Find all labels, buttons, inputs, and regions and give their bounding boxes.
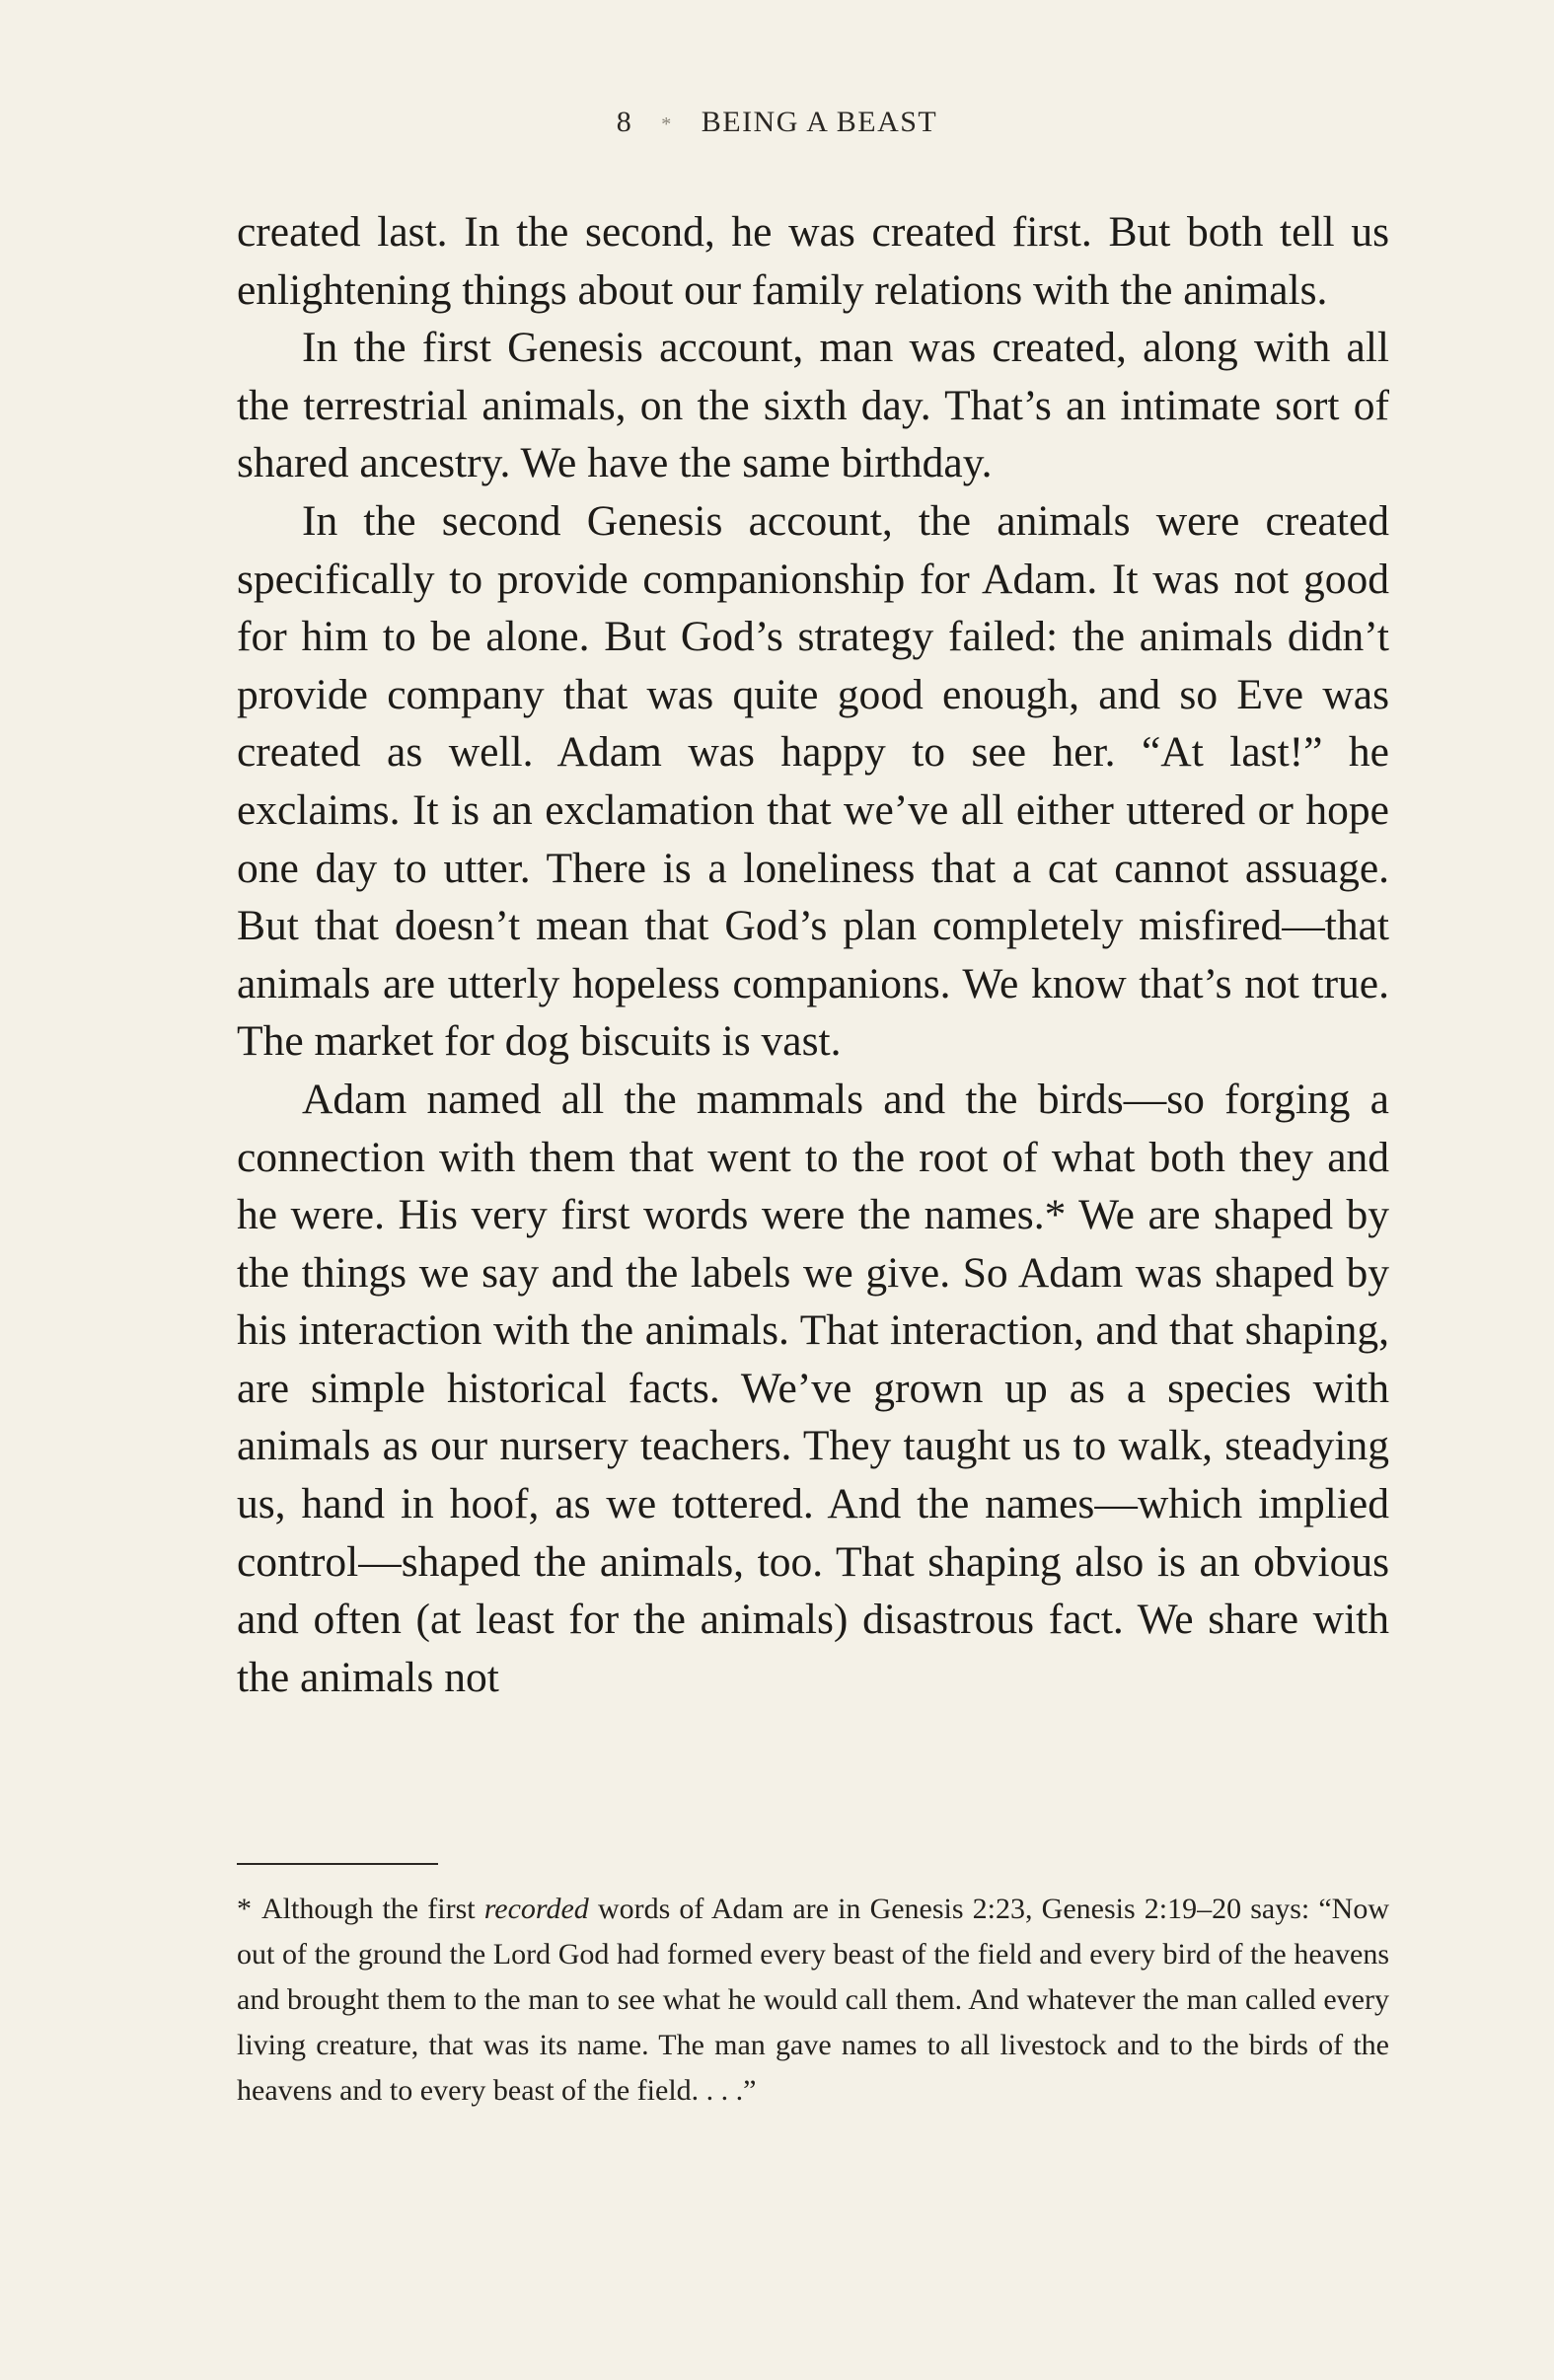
paragraph-continued: created last. In the second, he was created first. But both tell us enlightening things about our family relations with the animals. — [237, 208, 1389, 314]
running-title: BEING A BEAST — [701, 106, 938, 138]
footnote-rule — [237, 1863, 438, 1865]
body-text — [237, 203, 1389, 1706]
paragraph-first-genesis: In the first Genesis account, man was created, along with all the terrestrial animals, on the sixth day. That’s an intimate sort of shared ancestry. We have the same birthday. — [237, 324, 1389, 487]
footnote-marker: * — [237, 1893, 252, 1925]
running-head — [0, 103, 1554, 144]
paragraph-adam-named: Adam named all the mammals and the birds—so forging a connection with them that went to the root of what both they and he were. His very first words were the names.* We are shaped by the things we say and the labels we give. So Adam was shaped by his interaction with the animals. That interaction, and that shaping, are simple historical facts. We’ve grown up as a species with animals as our nursery teachers. They taught us to walk, steadying us, hand in hoof, as we tottered. And the names—which implied control—shaped the animals, too. That shaping also is an obvious and often (at least for the animals) disastrous fact. We share with the animals not — [237, 1075, 1389, 1701]
footnote — [237, 1887, 1389, 2114]
footnote-text: words of Adam are in Genesis 2:23, Genesis 2:19–20 says: “Now out of the ground the Lord God had formed every beast of the field and every bird of the heavens and brought them to the man to see what he would call them. And whatever the man called every living creature, that was its name. The man gave names to all livestock and to the birds of the heavens and to every beast of the field. . . .” — [237, 1893, 1390, 2107]
ornament-separator: * — [661, 113, 673, 136]
page-number: 8 — [616, 106, 633, 138]
footnote-lead: Although the first — [261, 1893, 476, 1925]
paragraph-second-genesis: In the second Genesis account, the animals were created specifically to provide companionship for Adam. It was not good for him to be alone. But God’s strategy failed: the animals didn’t provide company that was quite good enough, and so Eve was created as well. Adam was happy to see her. “At last!” he exclaims. It is an exclamation that we’ve all either uttered or hope one day to utter. There is a loneliness that a cat cannot assuage. But that doesn’t mean that God’s plan completely misfired—that animals are utterly hopeless companions. We know that’s not true. The market for dog biscuits is vast. — [237, 496, 1389, 1066]
footnote-emphasis: recorded — [483, 1893, 589, 1925]
